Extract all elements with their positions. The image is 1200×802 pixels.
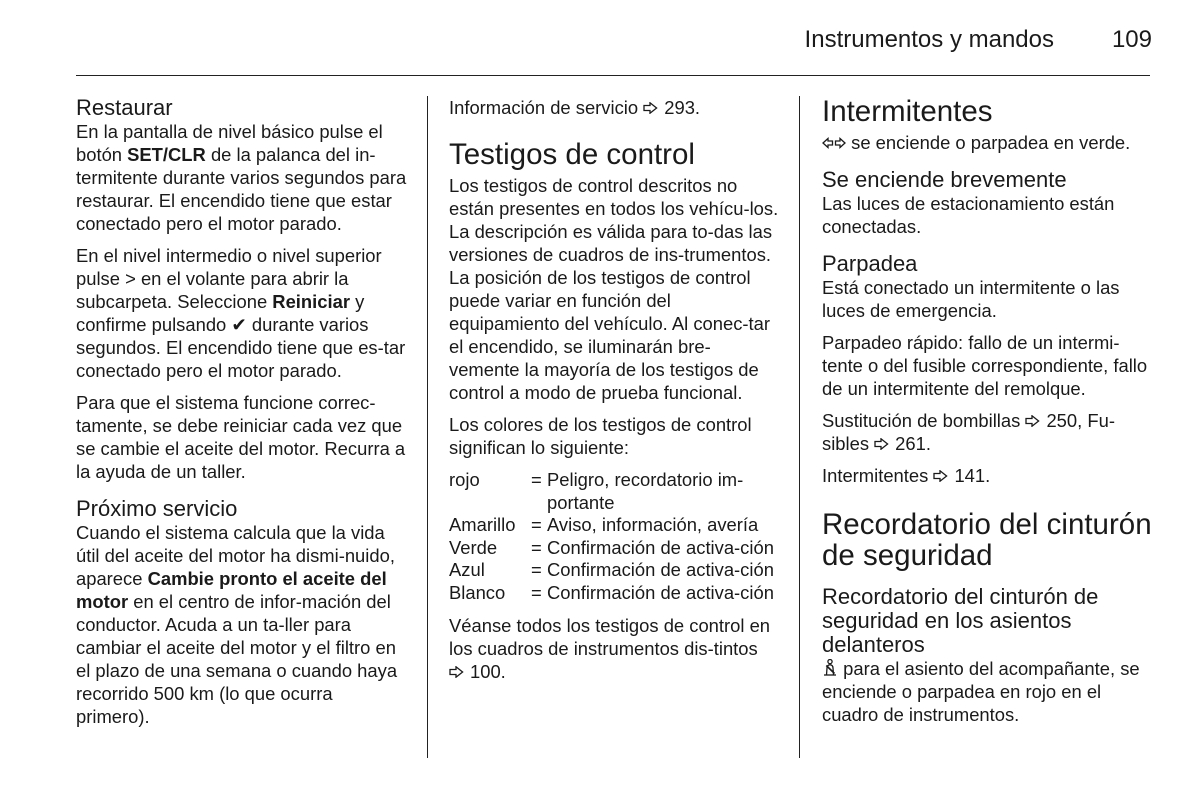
table-row: Blanco = Confirmación de activa-ción [449,581,774,603]
paragraph: Véanse todos los testigos de control en los cuadros de instrumentos dis-tintos 100. [449,615,771,682]
turn-signal-arrows-icon [822,136,846,150]
table-row: Amarillo = Aviso, información, avería [449,514,759,535]
table-row: Verde = Confirmación de activa-ción [449,536,774,558]
heading-cinturon-asientos-delanteros: Recordatorio del cinturón de seguridad en los asientos delanteros [822,584,1099,657]
page-number: 109 [1111,26,1152,53]
heading-se-enciende-brevemente: Se enciende brevemente [822,167,1067,192]
paragraph: Para que el sistema funcione correc-tamente, se debe reiniciar cada vez que se cambie el aceite del motor. Recurra a la ayuda de un taller. [76,392,406,482]
color-meaning-table [449,469,779,604]
seatbelt-reminder-icon [822,659,838,676]
paragraph: se enciende o parpadea en verde. [822,131,1154,154]
table-row: rojo = Peligro, recordatorio im-portante [449,469,744,513]
heading-intermitentes: Intermitentes [822,95,993,128]
paragraph: Está conectado un intermitente o las luces de emergencia. [822,277,1120,321]
paragraph: Cuando el sistema calcula que la vida útil del aceite del motor ha dismi-nuido, aparece Cambie pronto el aceite del motor en el centro de infor-mación del conductor. Acuda a un ta-ller para cambiar el aceite del motor y el filtro en el plazo de una semana o cuando haya recorrido 500 km (lo que ocurra primero). [76,522,398,727]
set-clr-button-label: SET/CLR [127,144,206,165]
paragraph: Los testigos de control descritos no están presentes en todos los vehícu-los. La descripción es válida para to-das las versiones de cuadros de ins-trumentos. La posición de los testigos de control puede variar en función del equipamiento del vehículo. Al conec-tar el encendido, se iluminarán bre-vemente la mayoría de los testigos de control a modo de prueba funcional. [449,175,779,403]
checkmark-icon: ✔ [231,314,247,335]
reiniciar-label: Reiniciar [272,291,350,312]
section-title: Instrumentos y mandos [804,26,1054,53]
paragraph: para el asiento del acompañante, se enciende o parpadea en rojo en el cuadro de instrumentos. [822,658,1140,725]
heading-recordatorio-cinturon: Recordatorio del cinturón de seguridad [822,508,1152,572]
paragraph: Los colores de los testigos de control significan lo siguiente: [449,414,752,458]
heading-restaurar: Restaurar [76,95,173,120]
column-right [822,96,1154,735]
column-divider [427,96,428,758]
paragraph: Información de servicio 293. [449,97,701,118]
column-left [76,96,408,737]
oil-change-message: Cambie pronto el aceite del motor [76,568,387,612]
paragraph: Sustitución de bombillas 250, Fu-sibles 261. [822,410,1115,454]
arrow-reference-icon [449,666,464,678]
heading-proximo-servicio: Próximo servicio [76,496,238,521]
arrow-reference-icon [643,102,658,114]
paragraph: Intermitentes 141. [822,465,991,486]
header-rule [76,75,1150,76]
column-middle [449,96,779,692]
arrow-reference-icon [874,438,889,450]
arrow-reference-icon [933,470,948,482]
table-row: Azul = Confirmación de activa-ción [449,559,774,580]
column-divider [799,96,800,758]
chevron-right-icon: > [125,268,136,289]
paragraph: En la pantalla de nivel básico pulse el botón SET/CLR de la palanca del in-termitente durante varios segundos para restaurar. El encendido tiene que estar conectado pero el motor parado. [76,121,407,234]
paragraph: En el nivel intermedio o nivel superior pulse > en el volante para abrir la subcarpeta. Seleccione Reiniciar y confirme pulsando ✔ durante varios segundos. El encendido tiene que es-tar conectado pero el motor parado. [76,245,406,381]
heading-testigos-de-control: Testigos de control [449,138,695,171]
paragraph: Las luces de estacionamiento están conectadas. [822,193,1115,237]
heading-parpadea: Parpadea [822,251,918,276]
arrow-reference-icon [1025,415,1040,427]
paragraph: Parpadeo rápido: fallo de un intermi-tente o del fusible correspondiente, fallo de un intermitente del remolque. [822,332,1148,399]
